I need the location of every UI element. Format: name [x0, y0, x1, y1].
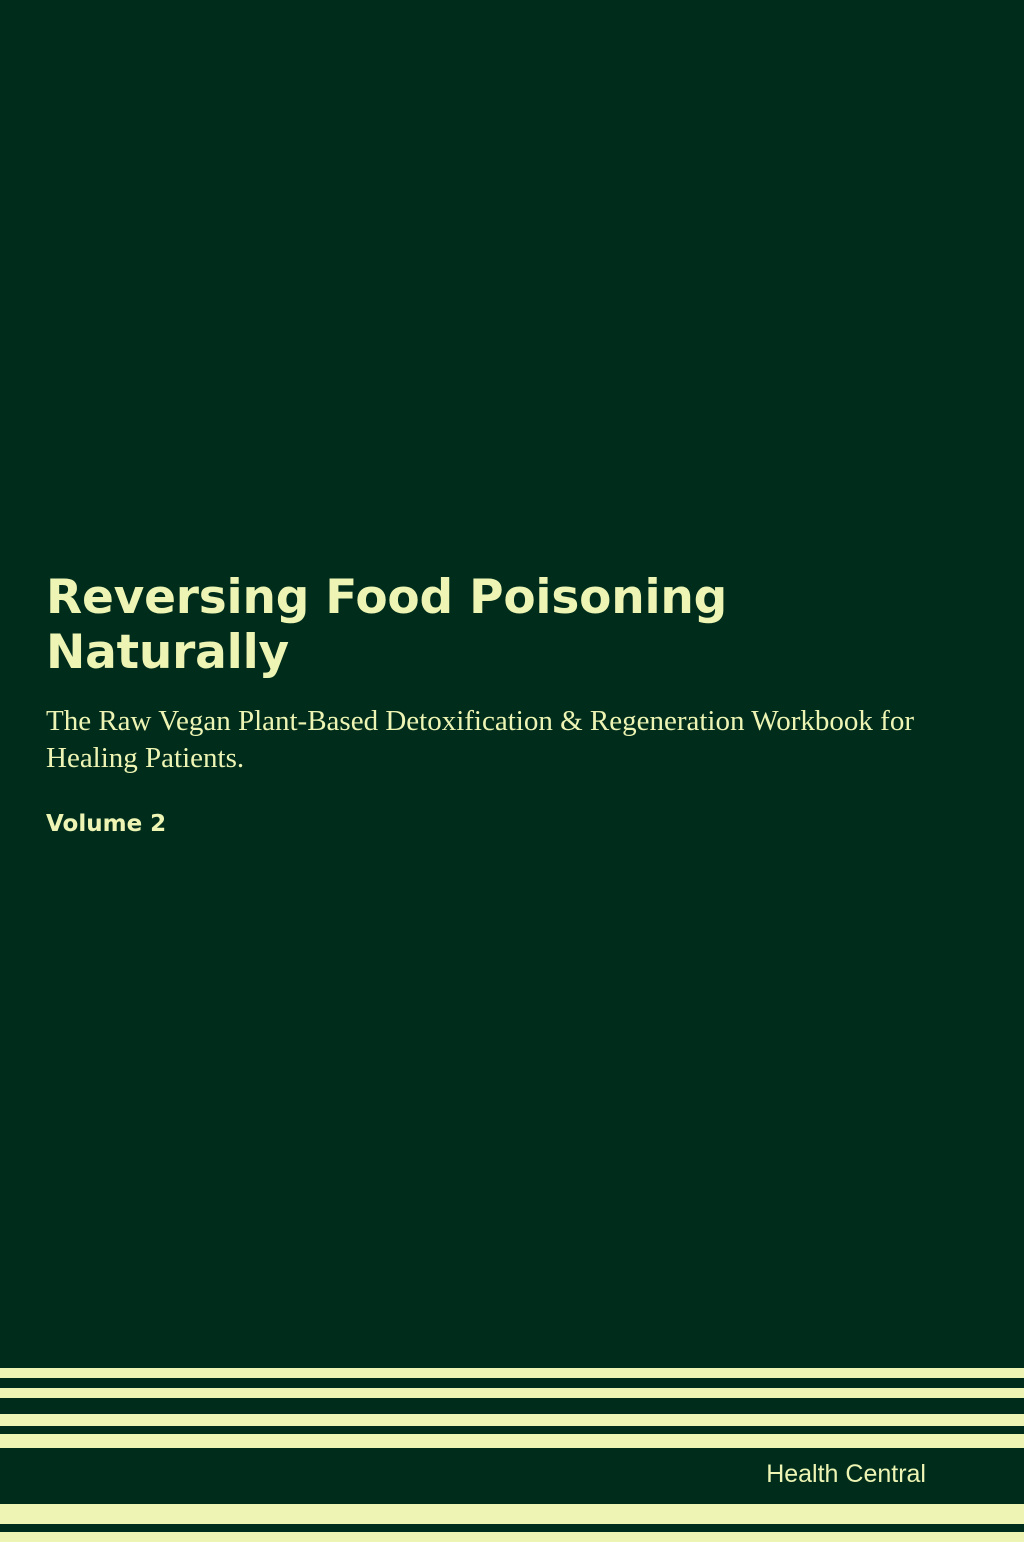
band-dark-3	[0, 1426, 1024, 1434]
cover-title-block	[46, 570, 946, 837]
band-dark-2	[0, 1398, 1024, 1414]
cover-subtitle: The Raw Vegan Plant-Based Detoxification & Regeneration Workbook for Healing Patients.	[46, 704, 914, 775]
publisher-name: Health Central	[766, 1460, 926, 1488]
band-light-6	[0, 1532, 1024, 1542]
cover-bottom-bands	[0, 1368, 1024, 1542]
band-light-1	[0, 1368, 1024, 1378]
publisher-band	[0, 1448, 1024, 1504]
band-light-4	[0, 1434, 1024, 1448]
band-dark-4	[0, 1524, 1024, 1532]
band-light-3	[0, 1414, 1024, 1426]
band-light-5	[0, 1504, 1024, 1524]
page-title: Reversing Food Poisoning Naturally	[46, 570, 728, 681]
band-light-2	[0, 1388, 1024, 1398]
cover-volume: Volume 2	[46, 811, 167, 838]
band-dark-1	[0, 1378, 1024, 1388]
